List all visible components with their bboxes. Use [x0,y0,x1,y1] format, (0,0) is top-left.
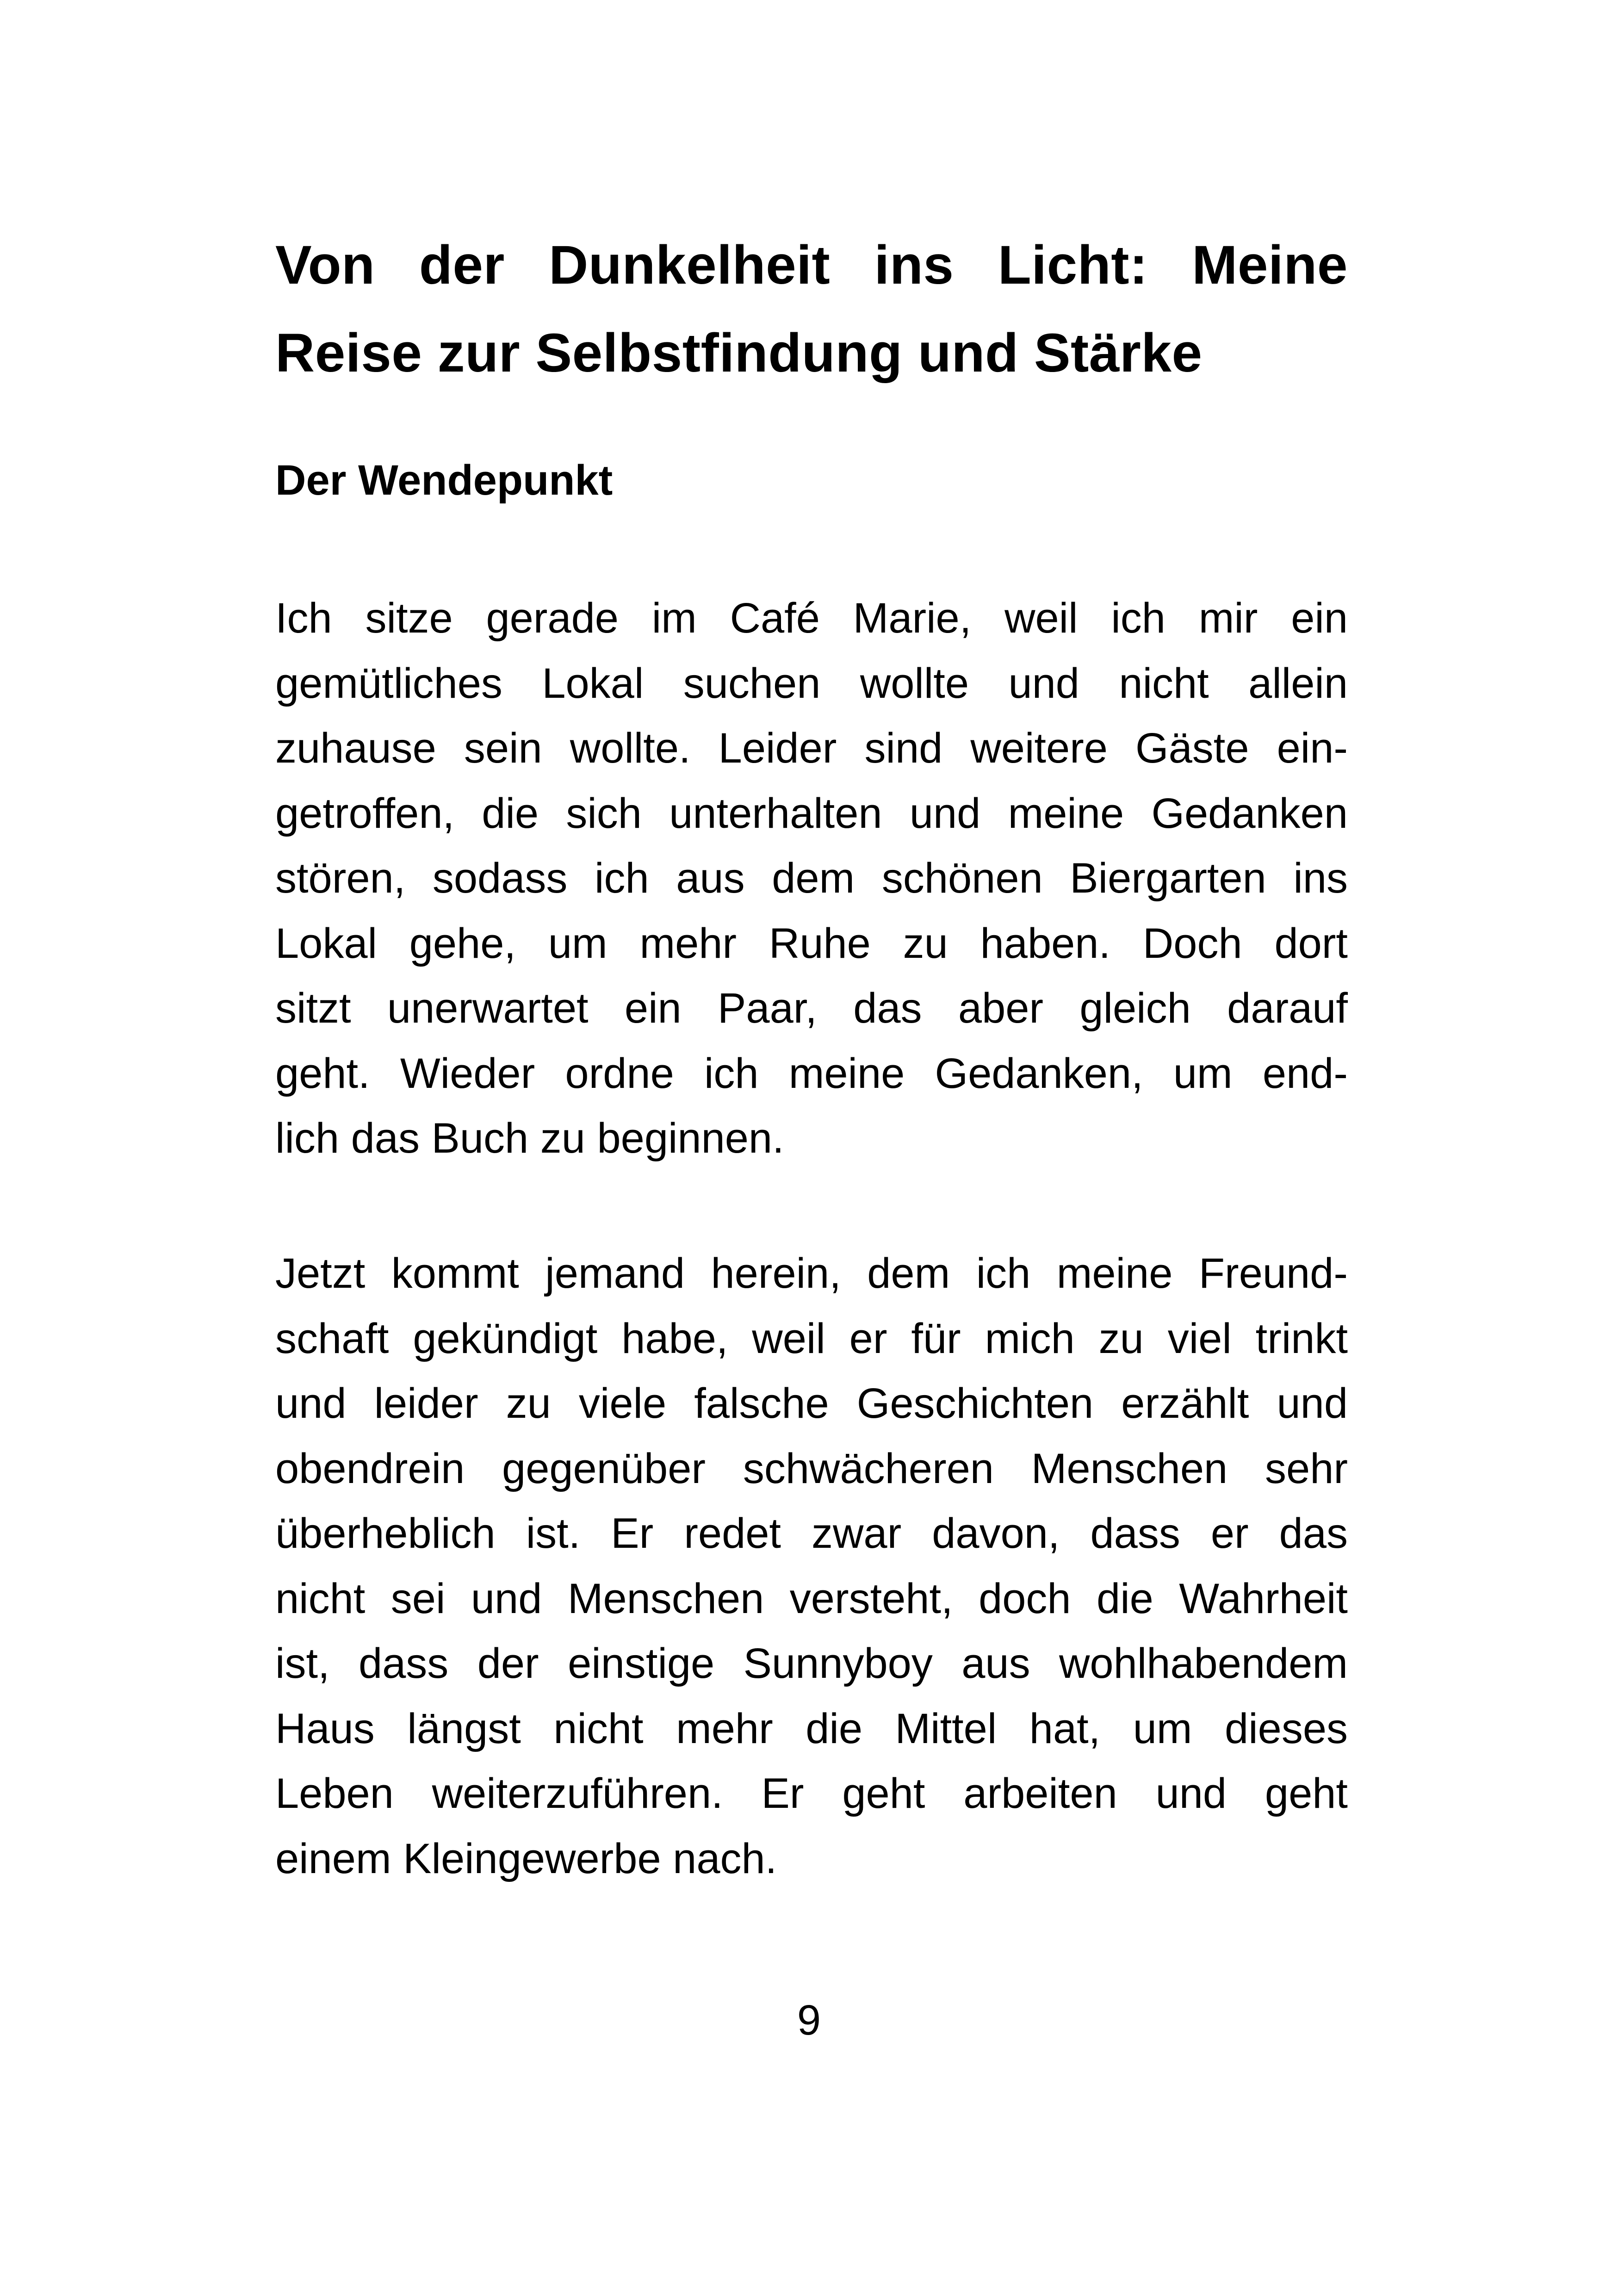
text-line: überheblich ist. Er redet zwar davon, dass er das [275,1510,1348,1557]
chapter-title-line: Von der Dunkelheit ins Licht: Meine [275,235,1348,296]
text-line: Leben weiterzuführen. Er geht arbeiten und geht [275,1770,1348,1817]
text-line: stören, sodass ich aus dem schönen Biergarten ins [275,855,1348,902]
text-line: Jetzt kommt jemand herein, dem ich meine Freund- [275,1250,1348,1297]
paragraph [275,1241,1348,1891]
text-line: sitzt unerwartet ein Paar, das aber gleich darauf [275,985,1348,1032]
text-line: schaft gekündigt habe, weil er für mich zu viel trinkt [275,1315,1348,1362]
text-line: ist, dass der einstige Sunnyboy aus wohlhabendem [275,1640,1348,1687]
text-line: Ich sitze gerade im Café Marie, weil ich mir ein [275,595,1348,642]
text-line: zuhause sein wollte. Leider sind weitere Gäste ein- [275,725,1348,772]
page-content [275,221,1348,1882]
text-line: Lokal gehe, um mehr Ruhe zu haben. Doch dort [275,919,1348,967]
chapter-title-line: Reise zur Selbstfindung und Stärke [275,323,1203,384]
page-number: 9 [797,1997,821,2044]
text-line: geht. Wieder ordne ich meine Gedanken, um end- [275,1049,1348,1097]
text-line: obendrein gegenüber schwächeren Menschen sehr [275,1445,1348,1492]
paragraph [275,586,1348,1171]
text-line: nicht sei und Menschen versteht, doch die Wahrheit [275,1575,1348,1622]
text-line: einem Kleingewerbe nach. [275,1835,777,1882]
text-line: Haus längst nicht mehr die Mittel hat, um dieses [275,1705,1348,1752]
chapter-title [275,221,1348,397]
text-line: lich das Buch zu beginnen. [275,1115,784,1162]
text-line: und leider zu viele falsche Geschichten erzählt und [275,1380,1348,1427]
text-line: gemütliches Lokal suchen wollte und nicht allein [275,659,1348,707]
text-line: getroffen, die sich unterhalten und meine Gedanken [275,789,1348,837]
section-heading: Der Wendepunkt [275,457,613,504]
